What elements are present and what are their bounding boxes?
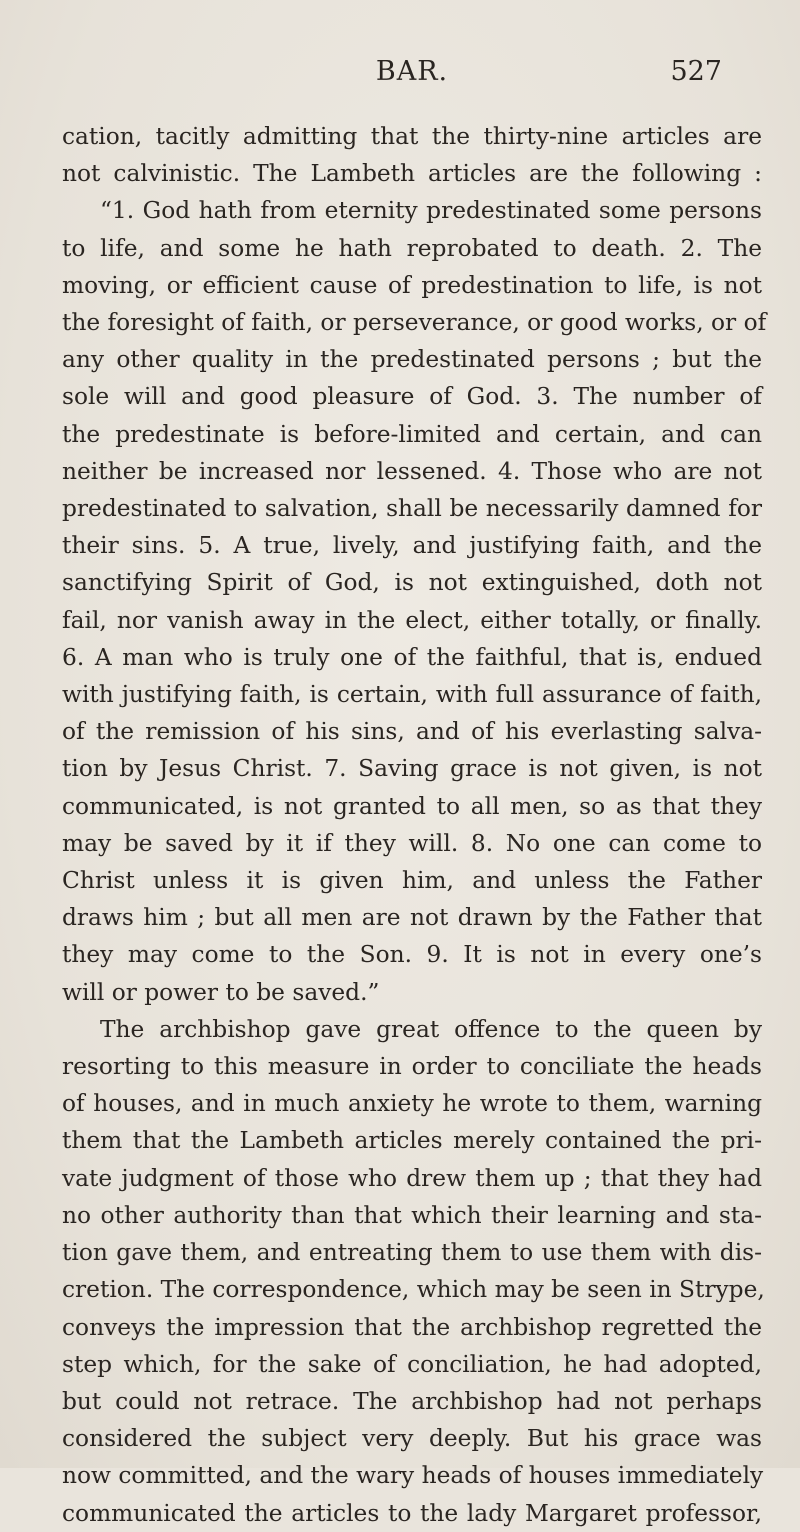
text-line: the predestinate is before-limited and certain, and can	[62, 420, 762, 448]
text-line: communicated the articles to the lady Margaret professor,	[62, 1499, 762, 1527]
text-line: “1. God hath from eternity predestinated some persons	[100, 197, 762, 225]
text-line: moving, or efficient cause of predestination to life, is not	[62, 271, 762, 299]
text-line: step which, for the sake of conciliation, he had adopted,	[62, 1350, 762, 1378]
text-line: the foresight of faith, or perseverance, or good works, or of	[62, 309, 767, 337]
running-head	[62, 56, 762, 96]
text-line: of houses, and in much anxiety he wrote to them, warning	[62, 1090, 762, 1118]
text-line: vate judgment of those who drew them up ; that they had	[62, 1164, 762, 1192]
text-line: now committed, and the wary heads of houses immediately	[62, 1462, 764, 1490]
text-line: any other quality in the predestinated persons ; but the	[62, 346, 762, 374]
text-line: with justifying faith, is certain, with full assurance of faith,	[62, 681, 762, 709]
text-line: fail, nor vanish away in the elect, either totally, or finally.	[62, 606, 762, 634]
text-line: no other authority than that which their learning and sta-	[62, 1201, 762, 1229]
text-line: considered the subject very deeply. But his grace was	[62, 1425, 762, 1453]
text-line: cation, tacitly admitting that the thirty-nine articles are	[62, 123, 762, 150]
text-line: predestinated to salvation, shall be necessarily damned for	[62, 495, 762, 523]
text-line: Christ unless it is given him, and unless the Father	[62, 867, 762, 895]
text-line: conveys the impression that the archbishop regretted the	[62, 1313, 762, 1341]
text-line: will or power to be saved.”	[62, 978, 380, 1006]
text-line: communicated, is not granted to all men, so as that they	[62, 792, 762, 820]
running-title: BAR.	[375, 56, 449, 87]
text-line: not calvinistic. The Lambeth articles are the following :	[62, 160, 762, 188]
text-line: sanctifying Spirit of God, is not extinguished, doth not	[62, 569, 762, 597]
text-line: The archbishop gave great offence to the queen by	[100, 1015, 762, 1043]
page-number: 527	[670, 56, 722, 87]
text-line: they may come to the Son. 9. It is not in every one’s	[62, 941, 762, 969]
text-line: their sins. 5. A true, lively, and justifying faith, and the	[62, 532, 762, 560]
text-line: sole will and good pleasure of God. 3. The number of	[62, 383, 762, 411]
text-line: neither be increased nor lessened. 4. Those who are not	[62, 457, 762, 485]
text-line: but could not retrace. The archbishop had not perhaps	[62, 1387, 762, 1415]
text-line: 6. A man who is truly one of the faithful, that is, endued	[62, 643, 762, 671]
text-line: draws him ; but all men are not drawn by the Father that	[62, 904, 762, 932]
text-line: them that the Lambeth articles merely contained the pri-	[62, 1127, 762, 1155]
text-line: tion by Jesus Christ. 7. Saving grace is not given, is not	[62, 755, 762, 783]
body-text	[62, 118, 767, 1532]
text-line: may be saved by it if they will. 8. No one can come to	[62, 829, 762, 857]
text-line: cretion. The correspondence, which may be seen in Strype,	[62, 1276, 765, 1304]
text-line: tion gave them, and entreating them to use them with dis-	[62, 1239, 762, 1267]
text-line: of the remission of his sins, and of his everlasting salva-	[62, 718, 762, 746]
text-line: resorting to this measure in order to conciliate the heads	[62, 1053, 762, 1081]
text-line: to life, and some he hath reprobated to death. 2. The	[62, 234, 762, 262]
